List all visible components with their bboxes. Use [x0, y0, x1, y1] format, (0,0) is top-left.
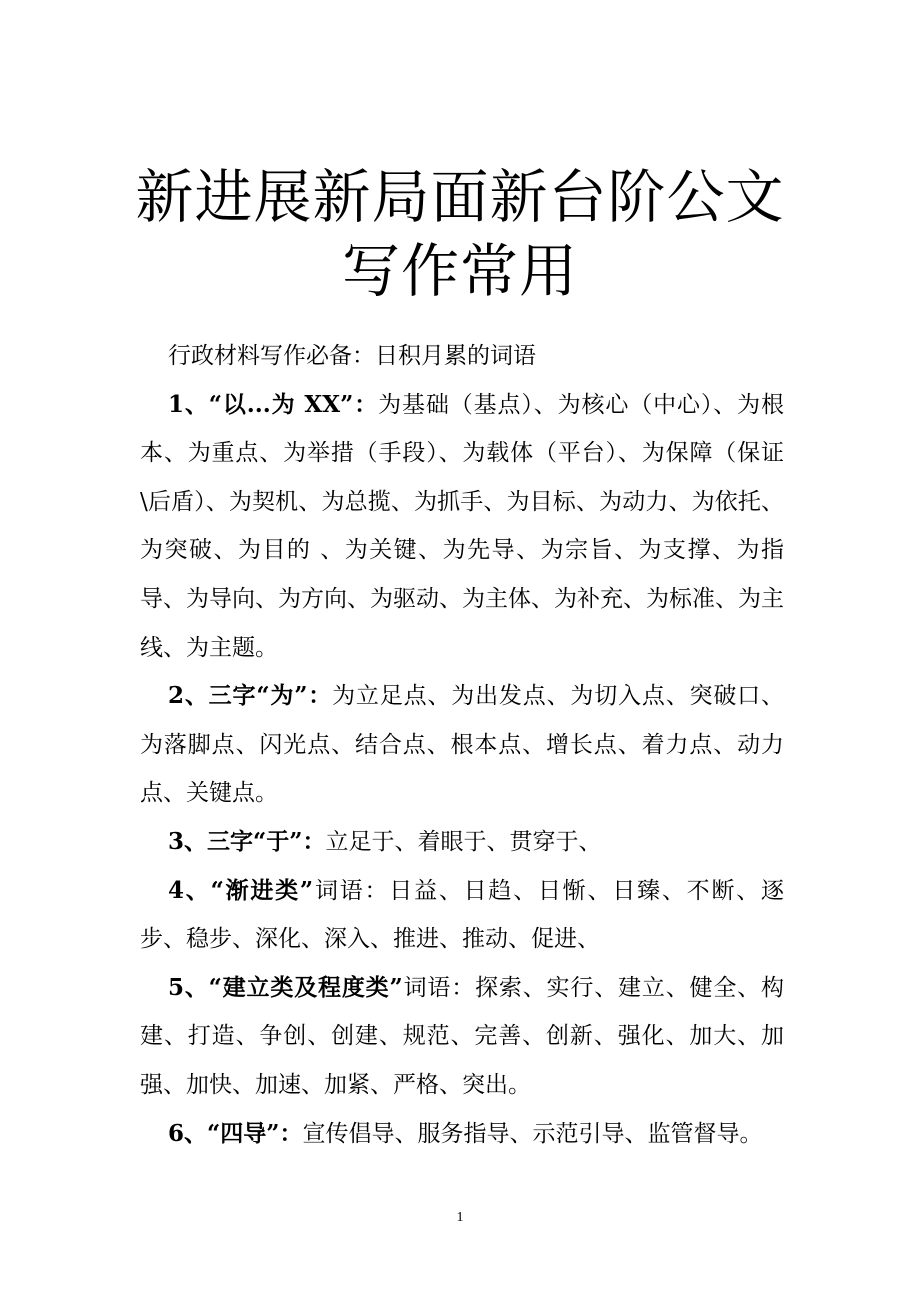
- list-item: [140, 818, 784, 867]
- list-item: [140, 1110, 784, 1159]
- item-lead: 6、“四导”：: [168, 1119, 303, 1147]
- title-line-2: 写作常用: [341, 237, 578, 305]
- list-item: [140, 867, 784, 964]
- item-lead: 4、“渐进类”: [168, 876, 314, 904]
- item-text: 宣传倡导、服务指导、示范引导、监管督导。: [302, 1120, 763, 1147]
- page-number: 1: [456, 1210, 464, 1225]
- item-lead: 2、三字“为”：: [168, 682, 333, 710]
- item-text: 立足于、着眼于、贯穿于、: [325, 828, 602, 855]
- intro-text: 行政材料写作必备：日积月累的词语: [168, 343, 536, 369]
- item-text: 词语：日益、日趋、日惭、日臻、不断、逐步、稳步、深化、深入、推进、推动、促进、: [140, 877, 784, 953]
- document-title: [100, 160, 820, 308]
- item-lead: 1、“以...为 XX”：: [168, 390, 379, 418]
- list-item: [140, 381, 784, 673]
- item-lead: 3、三字“于”：: [168, 827, 326, 855]
- item-text: 为立足点、为出发点、为切入点、突破口、为落脚点、闪光点、结合点、根本点、增长点、着力点、动力点、关键点。: [140, 683, 784, 807]
- list-item: [140, 964, 784, 1110]
- item-text: 词语：探索、实行、建立、健全、构建、打造、争创、创建、规范、完善、创新、强化、加大、加强、加快、加速、加紧、严格、突出。: [140, 974, 784, 1098]
- item-lead: 5、“建立类及程度类”: [168, 973, 403, 1001]
- title-line-1: 新进展新局面新台阶公文: [135, 163, 785, 231]
- document-body: [140, 332, 784, 1158]
- intro-paragraph: [140, 332, 784, 381]
- list-item: [140, 672, 784, 818]
- item-text: 为基础（基点）、为核心（中心）、为根本、为重点、为举措（手段）、为载体（平台）、为保障（保证\后盾）、为契机、为总揽、为抓手、为目标、为动力、为依托、为突破、为目的 、为关键、为先导、为宗旨、为支撑、为指导、为导向、为方向、为驱动、为主体、为补充、为标准、为主线、为主题。: [140, 391, 785, 661]
